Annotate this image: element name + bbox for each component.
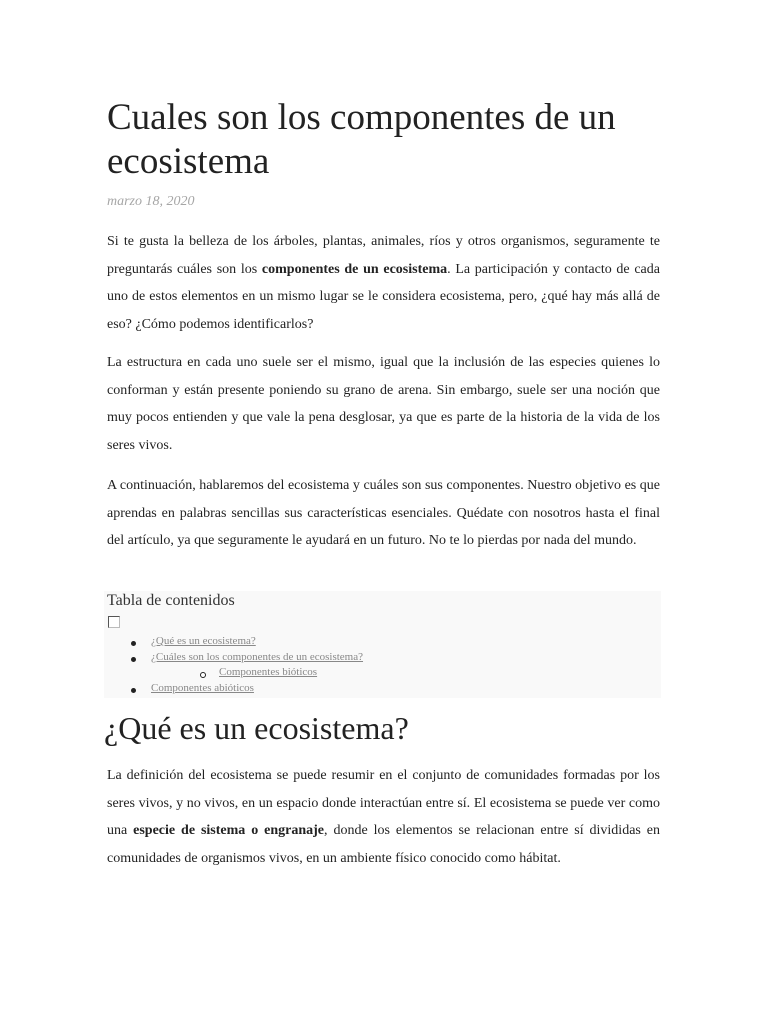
ring-bullet-icon <box>200 672 206 678</box>
text-run: . La participación y contacto de cada uno de estos elementos en un mismo lugar se le considera ecosistema, pero, ¿qué hay más allá de eso? ¿Cómo podemos identificarlos? <box>107 261 660 332</box>
text-run: La definición del ecosistema se puede resumir en el conjunto de comunidades formadas por los seres vivos, y no vivos, en un espacio donde interactúan entre sí. El ecosistema se puede ver como una <box>107 768 660 838</box>
toc-link-bioticos[interactable]: Componentes bióticos <box>219 666 318 678</box>
article-title: Cuales son los componentes de un ecosistema <box>107 97 616 182</box>
intro-paragraph-1 <box>107 228 660 338</box>
bullet-icon <box>131 657 136 662</box>
section-heading: ¿Qué es un ecosistema? <box>104 710 409 746</box>
text-run: , donde los elementos se relacionan entre sí divididas en comunidades de organismos vivos, en un ambiente físico conocido como hábitat. <box>107 823 660 866</box>
toc-link-abioticos[interactable]: Componentes abióticos <box>151 682 254 694</box>
text-run: Si te gusta la belleza de los árboles, plantas, animales, ríos y otros organismos, seguramente te preguntarás cuáles son los <box>107 234 660 277</box>
intro-paragraph-3: A continuación, hablaremos del ecosistema y cuáles son sus componentes. Nuestro objetivo es que aprendas en palabras sencillas sus características esenciales. Quédate con nosotros hasta el final del artículo, ya que seguramente le ayudará en un futuro. No te lo pierdas por nada del mundo. <box>107 478 660 548</box>
toc-link-componentes[interactable]: ¿Cuáles son los componentes de un ecosistema? <box>151 651 364 663</box>
bullet-icon <box>131 641 136 646</box>
table-of-contents <box>104 591 661 698</box>
toc-link-que-es[interactable]: ¿Qué es un ecosistema? <box>151 635 256 647</box>
article-date: marzo 18, 2020 <box>107 194 195 209</box>
toc-list <box>104 591 661 698</box>
toc-title: Tabla de contenidos <box>107 592 235 609</box>
bold-phrase: especie de sistema o engranaje <box>133 823 325 838</box>
intro-paragraph-2: La estructura en cada uno suele ser el mismo, igual que la inclusión de las especies quienes lo conforman y están presente poniendo su grano de arena. Sin embargo, suele ser una noción que muy pocos entienden y que vale la pena desglosar, ya que es parte de la historia de la vida de los seres vivos. <box>107 355 660 453</box>
section-paragraph <box>107 762 660 872</box>
bullet-icon <box>131 688 136 693</box>
bold-phrase: componentes de un ecosistema <box>261 261 448 277</box>
